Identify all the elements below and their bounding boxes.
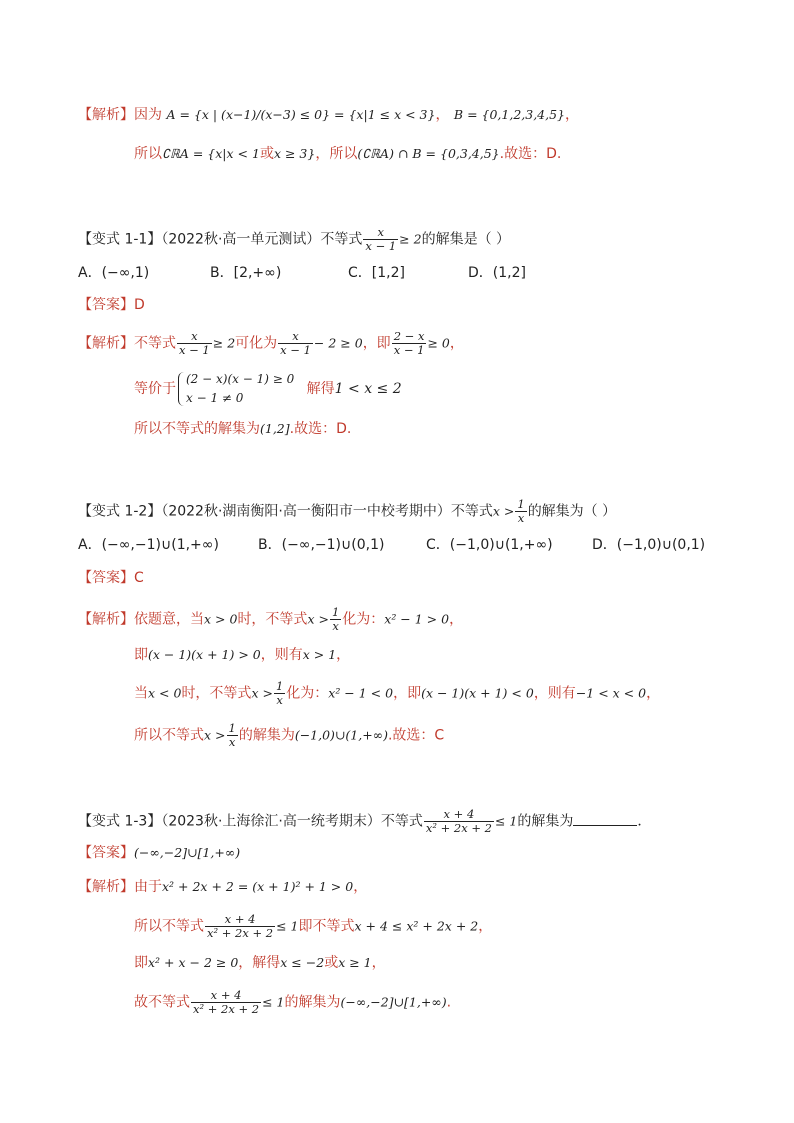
analysis-line: 【解析】由于x² + 2x + 2 = (x + 1)² + 1 > 0， — [78, 879, 368, 895]
question-1-3-stem: 【变式 1-3】（2023秋·上海徐汇·高一统考期末）不等式 $\frac{x + 4}{\text{x² + 2x + 2}}$ ≤ 1的解集为 ． — [78, 807, 652, 835]
analysis-line: 【解析】不等式 $\frac{x}{x - 1}$ ≥ 2可化为 $\frac{x}{x - 1}$ − 2 ≥ 0，即 $\frac{2 - x}{x - 1}$ ≥ 0， — [78, 329, 464, 357]
answer-label: 【答案】 — [78, 570, 134, 586]
question-1-2-stem: 【变式 1-2】（2022秋·湖南衡阳·高一衡阳市一中校考期中）不等式x > $\frac{1}{x}$ 的解集为（ ） — [78, 497, 617, 525]
analysis-line: 等价于 (2 − x)(x − 1) ≥ 0 x − 1 ≠ 0 解得1 < x ≤ 2 — [134, 370, 402, 408]
option-b: B．[2,+∞) — [210, 265, 282, 281]
question-source: （2022秋·高一单元测试） — [161, 231, 321, 248]
analysis-line: 即(x − 1)(x + 1) > 0，则有x > 1， — [134, 647, 351, 663]
analysis-line-1: 【解析】因为 A = {x | (x−1)/(x−3) ≤ 0} = {x|1 ≤ x < 3}， B = {0,1,2,3,4,5}， — [78, 107, 580, 123]
analysis-line: 故不等式 $\frac{x + 4}{\text{x² + 2x + 2}}$ ≤ 1的解集为(−∞,−2]∪[1,+∞). — [134, 988, 452, 1016]
option-c: C．(−1,0)∪(1,+∞) — [426, 537, 553, 553]
analysis-line: 所以不等式的解集为(1,2].故选：D. — [134, 421, 352, 437]
option-d: D．(1,2] — [468, 265, 526, 281]
equation-system: (2 − x)(x − 1) ≥ 0 x − 1 ≠ 0 — [176, 370, 294, 408]
set-a-expression: A = {x | (x−1)/(x−3) ≤ 0} = {x|1 ≤ x < 3} — [166, 107, 436, 122]
analysis-line-2: 所以∁ℝA = {x|x < 1或x ≥ 3}，所以(∁ℝA) ∩ B = {0,3,4,5}.故选：D. — [134, 146, 562, 162]
question-label: 【变式 1-3】 — [78, 813, 162, 830]
answer-value: (−∞,−2]∪[1,+∞) — [134, 845, 241, 860]
fraction: $\frac{x}{x - 1}$ — [365, 225, 397, 253]
analysis-line: 当x < 0时，不等式x > $\frac{1}{x}$ 化为：x² − 1 < 0，即(x − 1)(x + 1) < 0，则有−1 < x < 0， — [134, 679, 661, 707]
option-c: C．[1,2] — [348, 265, 405, 281]
answer-line — [78, 842, 240, 864]
question-label: 【变式 1-2】 — [78, 503, 162, 520]
question-source: （2023秋·上海徐汇·高一统考期末） — [161, 813, 381, 830]
question-source: （2022秋·湖南衡阳·高一衡阳市一中校考期中） — [161, 503, 451, 520]
analysis-line: 所以不等式x > $\frac{1}{x}$ 的解集为(−1,0)∪(1,+∞).故选：C — [134, 721, 445, 749]
answer-value: C — [134, 570, 144, 586]
analysis-line: 即x² + x − 2 ≥ 0，解得x ≤ −2或x ≥ 1， — [134, 955, 386, 971]
analysis-line: 【解析】依题意，当x > 0时，不等式x > $\frac{1}{x}$ 化为：x² − 1 > 0， — [78, 605, 464, 633]
answer-label: 【答案】 — [78, 845, 134, 861]
option-a: A．(−∞,1) — [78, 265, 150, 281]
answer-blank[interactable] — [573, 811, 637, 826]
analysis-line: 所以不等式 $\frac{x + 4}{\text{x² + 2x + 2}}$ ≤ 1即不等式x + 4 ≤ x² + 2x + 2， — [134, 912, 493, 940]
option-d: D．(−1,0)∪(0,1) — [592, 537, 706, 553]
option-a: A．(−∞,−1)∪(1,+∞) — [78, 537, 219, 553]
answer-line — [78, 567, 144, 589]
question-label: 【变式 1-1】 — [78, 231, 162, 248]
question-1-1-stem: 【变式 1-1】（2022秋·高一单元测试）不等式 $\frac{x}{x - 1}$ ≥ 2的解集是（ ） — [78, 225, 511, 253]
option-b: B．(−∞,−1)∪(0,1) — [258, 537, 385, 553]
answer-value: D — [134, 297, 145, 313]
answer-label: 【答案】 — [78, 297, 134, 313]
set-b-expression: B = {0,1,2,3,4,5} — [453, 107, 566, 122]
analysis-label: 【解析】 — [78, 107, 134, 123]
answer-line — [78, 294, 145, 316]
